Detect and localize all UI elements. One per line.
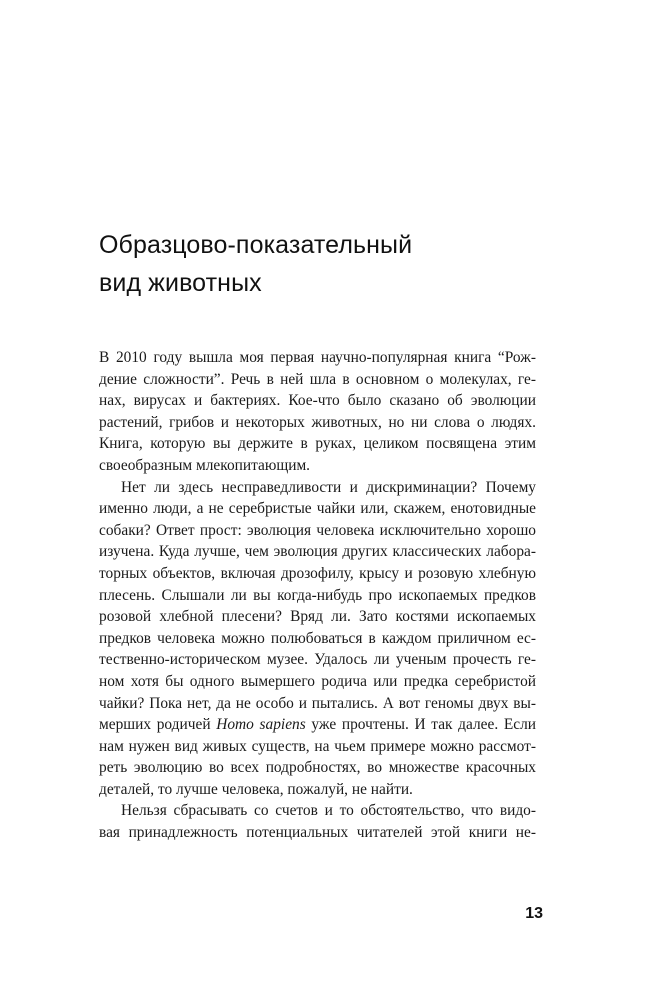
text-line: плесень. Слышали ли вы когда-нибудь про ископаемых предков [99,586,536,604]
paragraph [99,477,536,801]
paragraph [99,800,536,843]
text-line: реть эволюцию во всех подробностях, во множестве красочных [99,759,536,777]
text-line: нам нужен вид живых существ, на чьем примере можно рассмот- [99,737,536,755]
text-line: деталей, то лучше человека, пожалуй, не найти. [99,780,413,798]
page-number: 13 [525,905,543,922]
species-name: Homo sapiens [216,716,306,734]
text-line: Книга, которую вы держите в руках, целиком посвящена этим [99,435,536,453]
text-line: Нет ли здесь несправедливости и дискриминации? Почему [121,478,536,496]
text-segment: уже прочтены. И так далее. Если [311,716,536,734]
text-line: именно люди, а не серебристые чайки или, скажем, енотовидные [99,500,536,518]
text-line: вая принадлежность потенциальных читателей этой книги не- [99,824,536,842]
text-line: В 2010 году вышла моя первая научно-популярная книга “Рож- [99,349,536,366]
text-segment: мерших родичей [99,716,211,734]
text-line: растений, грибов и некоторых животных, но ни слова о людях. [99,413,536,431]
body-text [99,347,536,844]
text-line: чайки? Пока нет, да не особо и пытались. А вот геномы двух вы- [99,694,536,712]
paragraph [99,347,536,477]
text-line: дение сложности”. Речь в ней шла в основном о молекулах, ге- [99,370,536,388]
chapter-title-line: Образцово-показательный [99,231,413,259]
chapter-title [99,226,579,302]
text-line: своеобразным млекопитающим. [99,456,311,474]
text-line: нах, вирусах и бактериях. Кое-что было сказано об эволюции [99,392,536,410]
text-line: розовой хлебной плесени? Вряд ли. Зато костями ископаемых [99,608,536,626]
text-line: тественно-историческом музее. Удалось ли ученым прочесть ге- [99,651,536,669]
text-line: Нельзя сбрасывать со счетов и то обстоятельство, что видо- [121,802,536,820]
text-line: ном хотя бы одного вымершего родича или предка серебристой [99,672,536,690]
text-line: собаки? Ответ прост: эволюция человека исключительно хорошо [99,521,536,539]
text-line-mixed [99,714,536,736]
text-line: торных объектов, включая дрозофилу, крысу и розовую хлебную [99,564,536,582]
text-line: изучена. Куда лучше, чем эволюция других классических лабора- [99,543,536,561]
chapter-title-line: вид животных [99,269,262,297]
text-line: предков человека можно полюбоваться в каждом приличном ес- [99,629,536,647]
